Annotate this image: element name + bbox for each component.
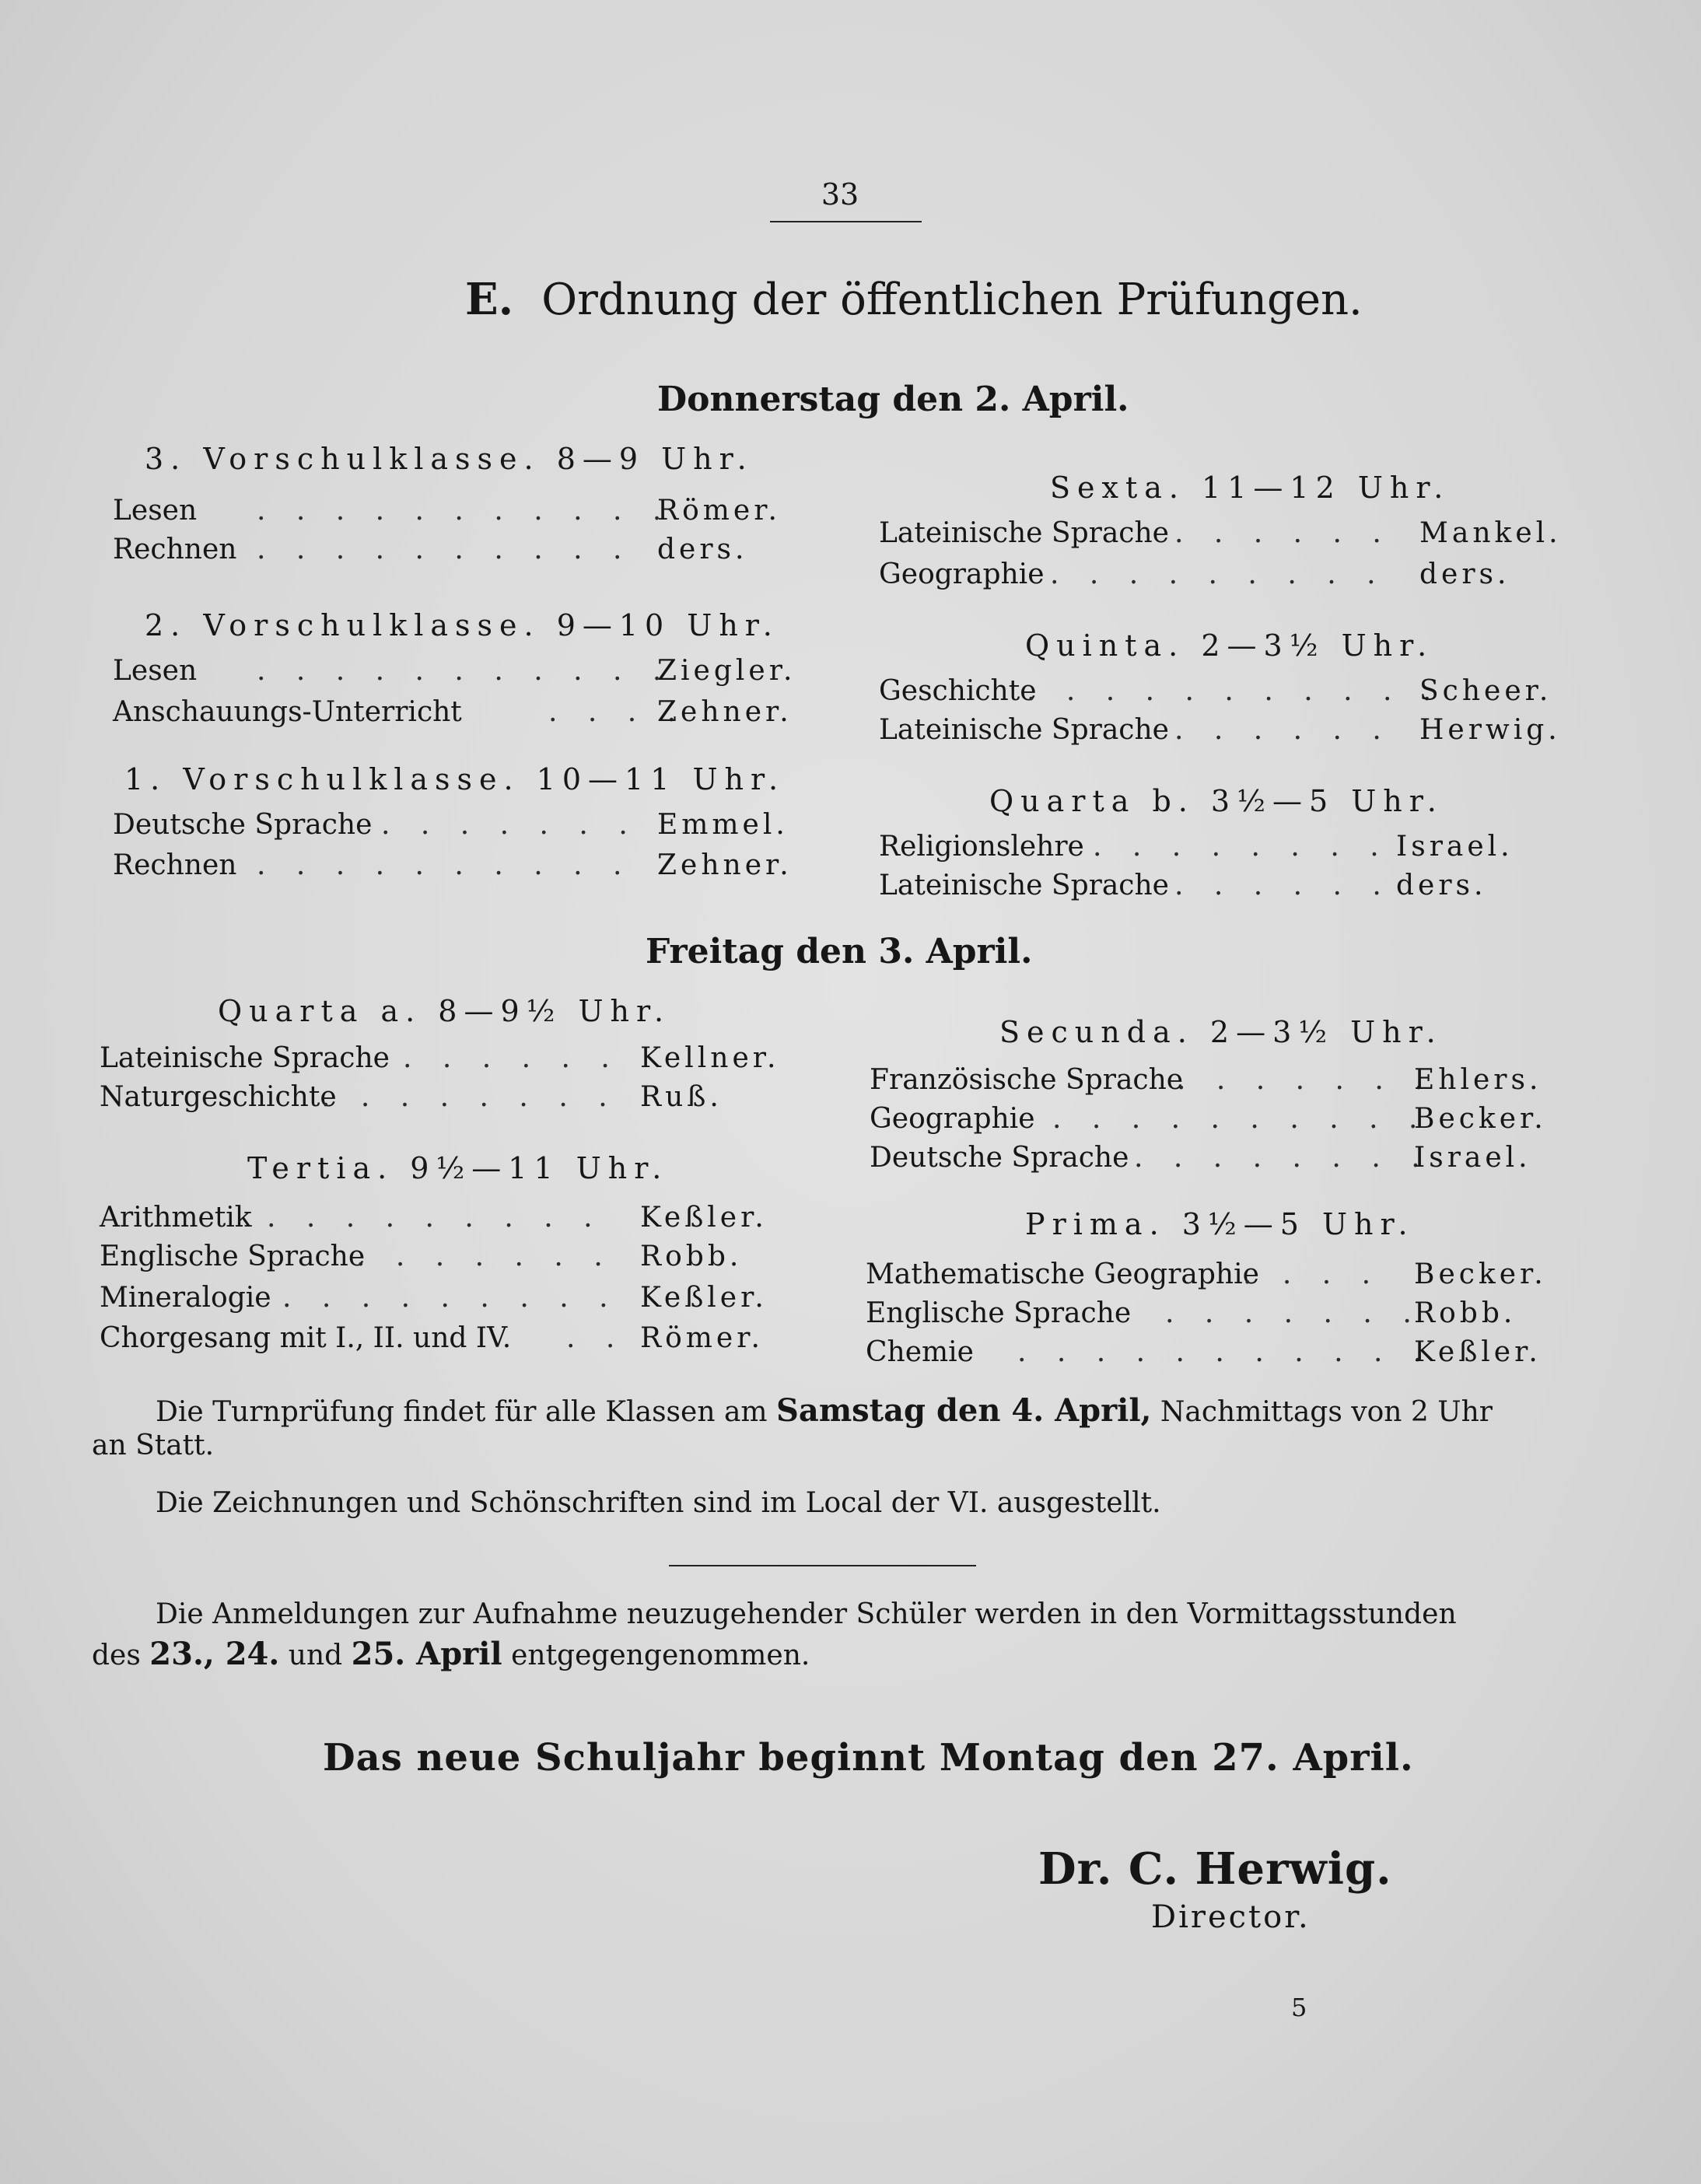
section-heading xyxy=(465,274,1363,325)
teacher: Zehner. xyxy=(657,849,793,881)
leader-dots: . . . . . . . . . . . xyxy=(257,495,673,527)
teacher: Ehlers. xyxy=(1414,1064,1542,1096)
teacher: Israel. xyxy=(1414,1142,1531,1174)
leader-dots: . . . . . . xyxy=(1174,870,1392,901)
subject: Rechnen xyxy=(113,849,237,881)
registration-date-last: 25. April xyxy=(351,1636,502,1672)
subject: Religionslehre xyxy=(879,831,1084,863)
class-title: Quarta b. 3½—5 Uhr. xyxy=(989,784,1444,818)
divider xyxy=(669,1565,976,1566)
teacher: Keßler. xyxy=(1414,1336,1542,1368)
class-title: 2. Vorschulklasse. 9—10 Uhr. xyxy=(145,608,779,642)
subject: Deutsche Sprache xyxy=(870,1142,1129,1174)
director-name: Dr. C. Herwig. xyxy=(1038,1843,1392,1895)
exam-row xyxy=(113,534,782,572)
registration-conj: und xyxy=(288,1640,343,1671)
exam-row xyxy=(113,696,793,735)
exam-row xyxy=(879,714,1563,753)
subject: Englische Sprache xyxy=(866,1297,1132,1329)
registration-line2 xyxy=(92,1636,810,1672)
class-title: Secunda. 2—3½ Uhr. xyxy=(999,1015,1443,1049)
leader-dots: . . . . . . . . . xyxy=(1050,558,1387,590)
leader-dots: . . . . . . . . xyxy=(1134,1142,1431,1174)
registration-line1: Die Anmeldungen zur Aufnahme neuzugehender Schüler werden in den Vormittagsstunden xyxy=(156,1598,1457,1630)
teacher: Mankel. xyxy=(1419,517,1562,549)
exam-row xyxy=(100,1282,784,1321)
leader-dots: . . . . . . . xyxy=(1177,1064,1434,1096)
teacher: Römer. xyxy=(657,495,781,527)
director-title: Director. xyxy=(1151,1899,1311,1935)
turn-note-line2: an Statt. xyxy=(92,1430,215,1461)
section-title: Ordnung der öffentlichen Prüfungen. xyxy=(541,275,1363,325)
teacher: Becker. xyxy=(1414,1258,1547,1290)
exam-row xyxy=(870,1142,1562,1181)
class-title: Tertia. 9½—11 Uhr. xyxy=(247,1151,669,1185)
subject: Arithmetik xyxy=(100,1202,252,1234)
class-title: Quinta. 2—3½ Uhr. xyxy=(1025,628,1434,663)
exam-row xyxy=(100,1202,784,1241)
turn-note-text: Die Turnprüfung findet für alle Klassen am xyxy=(156,1396,768,1428)
leader-dots: . . . . . . . . xyxy=(321,1081,618,1113)
subject: Chemie xyxy=(866,1336,974,1368)
exam-row xyxy=(113,849,793,888)
subject: Lesen xyxy=(113,655,198,687)
subject: Geographie xyxy=(879,558,1045,590)
subject: Lateinische Sprache xyxy=(879,517,1169,549)
teacher: Emmel. xyxy=(657,809,789,841)
teacher: Ruß. xyxy=(640,1081,723,1113)
subject: Rechnen xyxy=(113,534,237,565)
new-year-announcement: Das neue Schuljahr beginnt Montag den 27. April. xyxy=(323,1736,1414,1780)
exam-row xyxy=(113,809,789,848)
subject: Lateinische Sprache xyxy=(100,1042,390,1074)
subject: Französische Sprache xyxy=(870,1064,1184,1096)
leader-dots: . . . . . . . . . . xyxy=(257,534,633,565)
leader-dots: . . . . . . . . . . . xyxy=(257,655,673,687)
exam-row xyxy=(870,1103,1562,1142)
subject: Mathematische Geographie xyxy=(866,1258,1259,1290)
leader-dots: . . . . xyxy=(1243,1258,1382,1290)
teacher: ders. xyxy=(657,534,748,565)
teacher: Kellner. xyxy=(640,1042,780,1074)
exam-row xyxy=(113,655,796,694)
registration-dates: 23., 24. xyxy=(149,1636,280,1672)
teacher: Römer. xyxy=(640,1322,764,1354)
turn-note xyxy=(156,1392,1493,1429)
subject: Chorgesang mit I., II. und IV. xyxy=(100,1322,512,1354)
class-title: Sexta. 11—12 Uhr. xyxy=(1050,471,1451,505)
teacher: Becker. xyxy=(1414,1103,1547,1135)
exam-row xyxy=(100,1322,784,1361)
exam-row xyxy=(870,1064,1562,1103)
subject: Lateinische Sprache xyxy=(879,870,1169,901)
exam-row xyxy=(879,558,1563,597)
page-number-rule xyxy=(770,221,922,222)
teacher: Herwig. xyxy=(1419,714,1561,746)
leader-dots: . . . . . . . . . xyxy=(267,1202,604,1234)
leader-dots: . . . . . . . xyxy=(356,1241,614,1272)
day1-title: Donnerstag den 2. April. xyxy=(657,380,1129,419)
teacher: Scheer. xyxy=(1419,675,1552,707)
subject: Mineralogie xyxy=(100,1282,271,1314)
teacher: Keßler. xyxy=(640,1282,768,1314)
drawings-note: Die Zeichnungen und Schönschriften sind im Local der VI. ausgestellt. xyxy=(156,1487,1161,1519)
page-number: 33 xyxy=(821,177,859,212)
exam-row xyxy=(879,831,1563,870)
subject: Deutsche Sprache xyxy=(113,809,373,841)
day2-title: Freitag den 3. April. xyxy=(646,932,1033,971)
subject: Naturgeschichte xyxy=(100,1081,337,1113)
exam-row xyxy=(879,675,1563,714)
teacher: Robb. xyxy=(1414,1297,1517,1329)
exam-row xyxy=(879,870,1563,908)
subject: Geschichte xyxy=(879,675,1037,707)
teacher: Robb. xyxy=(640,1241,743,1272)
subject: Geographie xyxy=(870,1103,1035,1135)
exam-row xyxy=(866,1297,1562,1336)
class-title: Prima. 3½—5 Uhr. xyxy=(1025,1207,1415,1241)
turn-note-time: Nachmittags von 2 Uhr xyxy=(1160,1396,1493,1428)
exam-row xyxy=(866,1258,1562,1297)
subject: Lateinische Sprache xyxy=(879,714,1169,746)
subject: Englische Sprache xyxy=(100,1241,366,1272)
teacher: ders. xyxy=(1419,558,1510,590)
turn-date: Samstag den 4. April, xyxy=(776,1392,1152,1429)
registration-end: entgegengenommen. xyxy=(511,1640,810,1671)
teacher: Zehner. xyxy=(657,696,793,728)
section-letter: E. xyxy=(465,274,514,325)
subject: Anschauungs-Unterricht xyxy=(113,696,462,728)
teacher: Ziegler. xyxy=(657,655,796,687)
class-title: 1. Vorschulklasse. 10—11 Uhr. xyxy=(124,762,786,796)
leader-dots: . . . . . . xyxy=(403,1042,621,1074)
leader-dots: . . . . . . xyxy=(1174,517,1392,549)
exam-row xyxy=(866,1336,1562,1375)
subject: Lesen xyxy=(113,495,198,527)
teacher: Keßler. xyxy=(640,1202,768,1234)
leader-dots: . . . . . . . . . . . xyxy=(1027,675,1443,707)
leader-dots: . . . . . . . . . . xyxy=(257,849,633,881)
leader-dots: . . . . . . . xyxy=(381,809,639,841)
exam-row xyxy=(100,1042,784,1081)
leader-dots: . . . . . . xyxy=(1174,714,1392,746)
leader-dots: . . . . . . . . . xyxy=(282,1282,619,1314)
leader-dots: . . xyxy=(566,1322,626,1354)
class-title: 3. Vorschulklasse. 8—9 Uhr. xyxy=(145,442,754,476)
exam-row xyxy=(879,517,1563,556)
exam-row xyxy=(100,1081,784,1120)
teacher: Israel. xyxy=(1396,831,1514,863)
leader-dots: . . . . xyxy=(548,696,688,728)
teacher: ders. xyxy=(1396,870,1487,901)
leader-dots: . . . . . . . . . . xyxy=(1052,1103,1429,1135)
leader-dots: . . . . . . . xyxy=(1165,1297,1423,1329)
leader-dots: . . . . . . . . . . . xyxy=(1017,1336,1433,1368)
exam-row xyxy=(100,1241,784,1279)
exam-row xyxy=(113,495,782,534)
class-title: Quarta a. 8—9½ Uhr. xyxy=(218,994,671,1028)
leader-dots: . . . . . . . . xyxy=(1093,831,1390,863)
signature-mark: 5 xyxy=(1291,1993,1307,2022)
registration-text: des xyxy=(92,1640,141,1671)
